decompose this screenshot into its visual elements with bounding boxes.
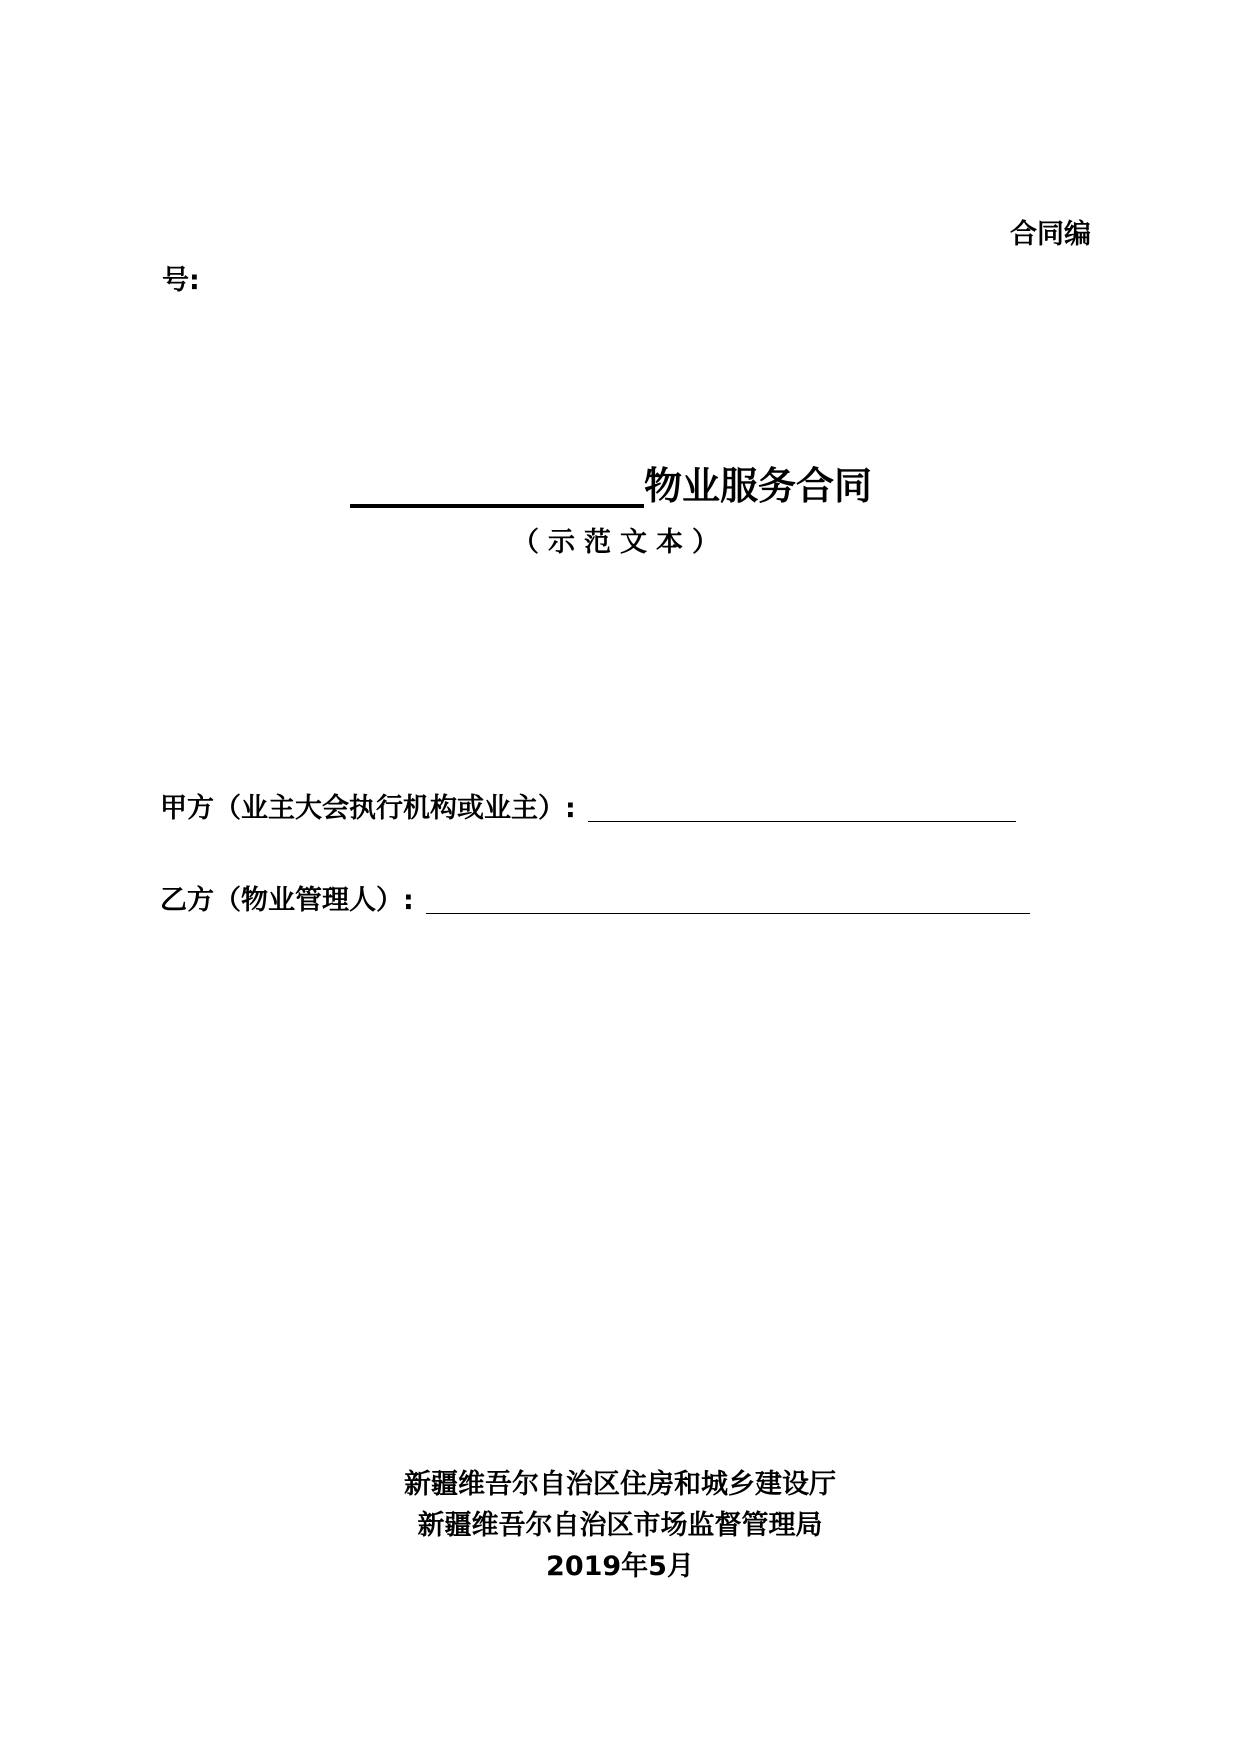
- document-title: 物业服务合同: [644, 464, 873, 508]
- document-subtitle: （示范文本）: [512, 527, 728, 558]
- party-a-row: [160, 790, 1016, 828]
- issuer-market-regulation: 新疆维吾尔自治区市场监督管理局: [417, 1510, 823, 1541]
- issue-date: 2019年5月: [546, 1551, 694, 1582]
- issuer-footer: [0, 1464, 1240, 1587]
- party-b-label: 乙方（物业管理人）:: [160, 885, 414, 916]
- contract-number-label-continued: 号:: [162, 265, 200, 296]
- party-b-row: [160, 882, 1030, 920]
- title-blank-line: [350, 504, 644, 508]
- document-title-row: [350, 458, 872, 514]
- party-a-fill-line: [588, 821, 1016, 822]
- party-b-fill-line: [426, 913, 1030, 914]
- contract-number-label: 合同编: [1010, 219, 1091, 250]
- party-a-label: 甲方（业主大会执行机构或业主）:: [160, 793, 576, 824]
- issuer-housing-department: 新疆维吾尔自治区住房和城乡建设厅: [404, 1469, 836, 1500]
